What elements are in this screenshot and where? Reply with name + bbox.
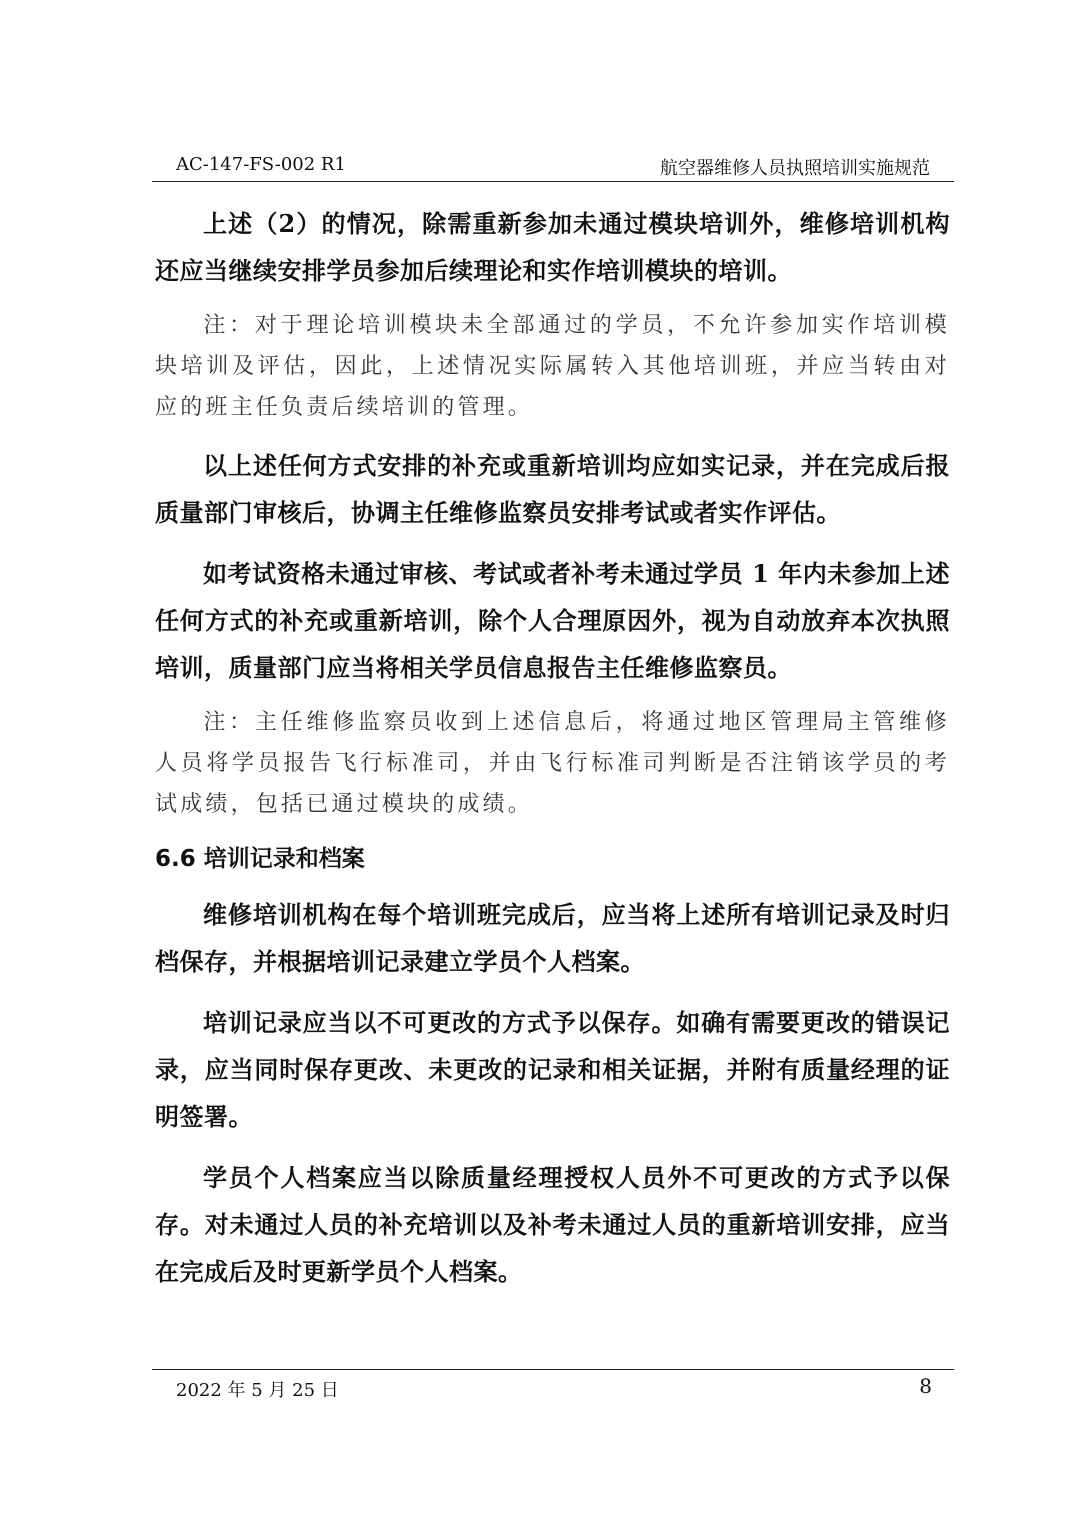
document-title: 航空器维修人员执照培训实施规范 bbox=[660, 158, 930, 179]
page-content bbox=[155, 200, 950, 1309]
footer-rule bbox=[152, 1369, 954, 1370]
paragraph-student-files: 学员个人档案应当以除质量经理授权人员外不可更改的方式予以保存。对未通过人员的补充培训以及补考未通过人员的重新培训安排，应当在完成后及时更新学员个人档案。 bbox=[155, 1163, 950, 1286]
page-header bbox=[152, 150, 954, 182]
page-number: 8 bbox=[919, 1374, 932, 1398]
footer-date: 2022 年 5 月 25 日 bbox=[176, 1380, 339, 1401]
paragraph-immutable-records: 培训记录应当以不可更改的方式予以保存。如确有需要更改的错误记录，应当同时保存更改、未更改的记录和相关证据，并附有质量经理的证明签署。 bbox=[155, 1008, 950, 1131]
paragraph-abandon-training: 如考试资格未通过审核、考试或者补考未通过学员 1 年内未参加上述任何方式的补充或重新培训，除个人合理原因外，视为自动放弃本次执照培训，质量部门应当将相关学员信息报告主任维修监察员。 bbox=[155, 559, 950, 682]
header-rule bbox=[152, 181, 954, 182]
section-heading: 6.6 培训记录和档案 bbox=[155, 846, 365, 872]
note-theory-modules: 注：对于理论培训模块未全部通过的学员，不允许参加实作培训模块培训及评估，因此，上述情况实际属转入其他培训班，并应当转由对应的班主任负责后续培训的管理。 bbox=[155, 313, 950, 420]
paragraph-retraining-case-2: 上述（2）的情况，除需重新参加未通过模块培训外，维修培训机构还应当继续安排学员参加后续理论和实作培训模块的培训。 bbox=[155, 209, 950, 285]
note-inspector-report: 注：主任维修监察员收到上述信息后，将通过地区管理局主管维修人员将学员报告飞行标准司，并由飞行标准司判断是否注销该学员的考试成绩，包括已通过模块的成绩。 bbox=[155, 710, 950, 817]
paragraph-archive-records: 维修培训机构在每个培训班完成后，应当将上述所有培训记录及时归档保存，并根据培训记录建立学员个人档案。 bbox=[155, 900, 950, 976]
document-code: AC-147-FS-002 R1 bbox=[176, 154, 346, 175]
paragraph-record-retraining: 以上述任何方式安排的补充或重新培训均应如实记录，并在完成后报质量部门审核后，协调主任维修监察员安排考试或者实作评估。 bbox=[155, 451, 950, 527]
